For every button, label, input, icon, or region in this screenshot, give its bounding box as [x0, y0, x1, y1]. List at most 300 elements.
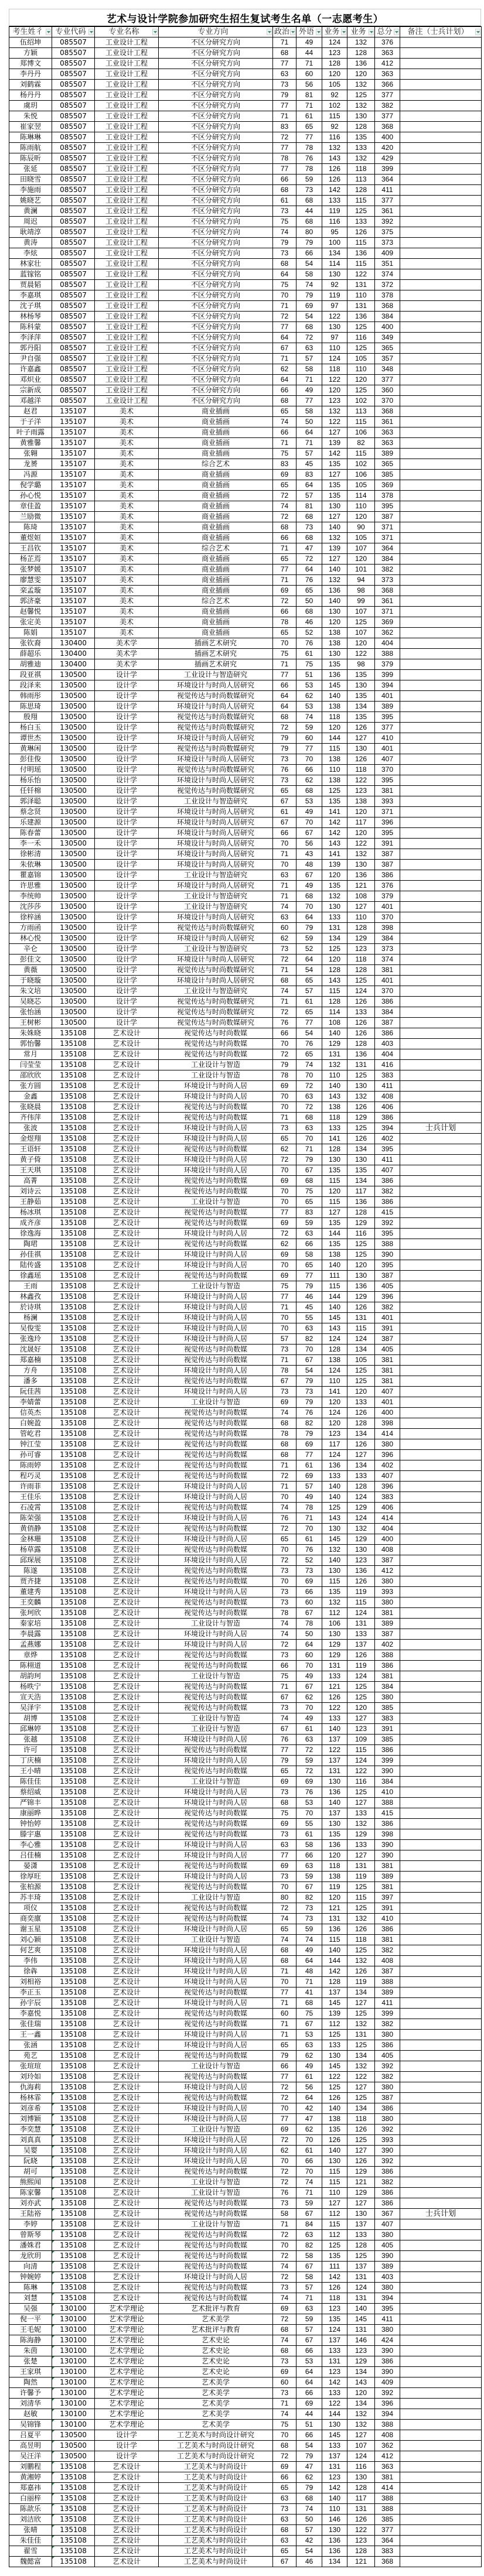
- cell-code[interactable]: 130500: [52, 986, 95, 997]
- cell-name[interactable]: 杨丹丹: [9, 90, 52, 101]
- cell-foreign[interactable]: 71: [296, 2293, 322, 2304]
- cell-foreign[interactable]: 61: [296, 111, 322, 122]
- cell-course1[interactable]: 120: [322, 617, 347, 628]
- cell-total[interactable]: 420: [375, 143, 400, 153]
- cell-direction[interactable]: 商业插画: [159, 427, 273, 438]
- cell-course1[interactable]: 133: [322, 1671, 347, 1682]
- cell-total[interactable]: 386: [375, 1924, 400, 1935]
- cell-foreign[interactable]: 58: [296, 1250, 322, 1260]
- cell-course2[interactable]: 115: [347, 1597, 375, 1608]
- cell-total[interactable]: 381: [375, 1882, 400, 1893]
- cell-direction[interactable]: 环境设计与时尚人居: [159, 1260, 273, 1271]
- cell-total[interactable]: 374: [375, 955, 400, 965]
- cell-politics[interactable]: 66: [273, 828, 296, 839]
- cell-foreign[interactable]: 70: [296, 1808, 322, 1819]
- cell-total[interactable]: 381: [375, 786, 400, 796]
- cell-code[interactable]: 130500: [52, 817, 95, 828]
- cell-course1[interactable]: 100: [322, 238, 347, 248]
- cell-major[interactable]: 工业设计工程: [95, 364, 159, 375]
- cell-major[interactable]: 工业设计工程: [95, 227, 159, 238]
- cell-code[interactable]: 135108: [52, 1850, 95, 1861]
- cell-foreign[interactable]: 53: [296, 2030, 322, 2040]
- cell-foreign[interactable]: 59: [296, 933, 322, 944]
- cell-major[interactable]: 设计学: [95, 744, 159, 754]
- cell-major[interactable]: 工业设计工程: [95, 206, 159, 217]
- cell-course2[interactable]: 107: [347, 607, 375, 617]
- cell-direction[interactable]: 不区分研究方向: [159, 301, 273, 312]
- cell-course1[interactable]: 143: [322, 839, 347, 849]
- cell-course1[interactable]: 138: [322, 702, 347, 712]
- cell-direction[interactable]: 艺术批评与教育: [159, 2304, 273, 2314]
- cell-name[interactable]: 陈科蒙: [9, 322, 52, 333]
- cell-foreign[interactable]: 54: [296, 259, 322, 269]
- cell-foreign[interactable]: 53: [296, 2356, 322, 2367]
- cell-course1[interactable]: 136: [322, 2546, 347, 2557]
- cell-direction[interactable]: 不区分研究方向: [159, 111, 273, 122]
- cell-total[interactable]: 400: [375, 322, 400, 333]
- cell-course2[interactable]: 136: [347, 870, 375, 881]
- cell-foreign[interactable]: 46: [296, 2557, 322, 2567]
- cell-total[interactable]: 384: [375, 312, 400, 322]
- cell-foreign[interactable]: 57: [296, 2525, 322, 2536]
- cell-name[interactable]: 常月: [9, 1049, 52, 1060]
- cell-politics[interactable]: 70: [273, 1197, 296, 1207]
- cell-politics[interactable]: 70: [273, 1186, 296, 1197]
- cell-direction[interactable]: 工艺美术与时尚设计研究: [159, 2451, 273, 2462]
- cell-direction[interactable]: 环境设计与时尚人居: [159, 1492, 273, 1503]
- cell-major[interactable]: 艺术设计: [95, 2072, 159, 2082]
- cell-note[interactable]: [400, 2219, 482, 2230]
- cell-note[interactable]: [400, 586, 482, 596]
- cell-total[interactable]: 387: [375, 1629, 400, 1640]
- cell-total[interactable]: 411: [375, 1081, 400, 1092]
- cell-politics[interactable]: 63: [273, 2493, 296, 2504]
- cell-politics[interactable]: 79: [273, 2051, 296, 2061]
- cell-note[interactable]: [400, 1640, 482, 1650]
- cell-foreign[interactable]: 81: [296, 501, 322, 512]
- cell-course2[interactable]: 125: [347, 206, 375, 217]
- cell-foreign[interactable]: 59: [296, 2314, 322, 2325]
- cell-foreign[interactable]: 73: [296, 522, 322, 533]
- cell-code[interactable]: 135108: [52, 2093, 95, 2103]
- cell-major[interactable]: 工业设计工程: [95, 132, 159, 143]
- cell-major[interactable]: 艺术设计: [95, 1661, 159, 1671]
- cell-course2[interactable]: 116: [347, 2462, 375, 2472]
- cell-course2[interactable]: 134: [347, 1176, 375, 1186]
- cell-course1[interactable]: 130: [322, 607, 347, 617]
- cell-direction[interactable]: 视觉传达与时尚数媒: [159, 2198, 273, 2209]
- cell-major[interactable]: 艺术设计: [95, 2493, 159, 2504]
- cell-code[interactable]: 135108: [52, 1777, 95, 1787]
- cell-foreign[interactable]: 63: [296, 2304, 322, 2314]
- cell-course2[interactable]: 126: [347, 1650, 375, 1661]
- cell-note[interactable]: [400, 1144, 482, 1155]
- cell-foreign[interactable]: 73: [296, 1914, 322, 1924]
- cell-major[interactable]: 设计学: [95, 986, 159, 997]
- cell-name[interactable]: 孟燕娜: [9, 1640, 52, 1650]
- cell-course1[interactable]: 136: [322, 1787, 347, 1798]
- cell-course2[interactable]: 128: [347, 2546, 375, 2557]
- cell-note[interactable]: [400, 828, 482, 839]
- cell-politics[interactable]: 71: [273, 849, 296, 860]
- cell-course2[interactable]: 128: [347, 923, 375, 933]
- cell-foreign[interactable]: 64: [296, 1640, 322, 1650]
- cell-code[interactable]: 130500: [52, 733, 95, 744]
- cell-name[interactable]: 苑艺: [9, 2051, 52, 2061]
- cell-name[interactable]: 许嘉鑫: [9, 364, 52, 375]
- cell-politics[interactable]: 71: [273, 354, 296, 364]
- cell-course1[interactable]: 127: [322, 427, 347, 438]
- cell-foreign[interactable]: 70: [296, 2135, 322, 2146]
- cell-course1[interactable]: 118: [322, 1113, 347, 1123]
- cell-name[interactable]: 朱依琳: [9, 860, 52, 870]
- cell-major[interactable]: 美术: [95, 470, 159, 480]
- cell-course1[interactable]: 130: [322, 1629, 347, 1640]
- cell-course2[interactable]: 130: [347, 744, 375, 754]
- cell-major[interactable]: 艺术设计: [95, 1534, 159, 1545]
- cell-total[interactable]: 396: [375, 1292, 400, 1302]
- cell-direction[interactable]: 环境设计与时尚人居: [159, 1587, 273, 1597]
- cell-code[interactable]: 130500: [52, 849, 95, 860]
- cell-total[interactable]: 386: [375, 2040, 400, 2051]
- cell-note[interactable]: [400, 322, 482, 333]
- cell-politics[interactable]: 74: [273, 2293, 296, 2304]
- cell-name[interactable]: 刘博颖: [9, 2114, 52, 2125]
- cell-note[interactable]: [400, 175, 482, 185]
- cell-code[interactable]: 135108: [52, 1081, 95, 1092]
- cell-course1[interactable]: 145: [322, 680, 347, 691]
- cell-code[interactable]: 135108: [52, 1882, 95, 1893]
- cell-direction[interactable]: 商业插画: [159, 491, 273, 501]
- cell-note[interactable]: [400, 2030, 482, 2040]
- cell-code[interactable]: 135108: [52, 1503, 95, 1513]
- cell-course2[interactable]: 129: [347, 1292, 375, 1302]
- cell-total[interactable]: 390: [375, 2251, 400, 2262]
- cell-course1[interactable]: 142: [322, 185, 347, 196]
- cell-total[interactable]: 378: [375, 290, 400, 301]
- cell-course1[interactable]: 143: [322, 153, 347, 164]
- cell-major[interactable]: 工业设计工程: [95, 80, 159, 90]
- cell-note[interactable]: [400, 2409, 482, 2420]
- cell-total[interactable]: 398: [375, 1418, 400, 1429]
- cell-course1[interactable]: 115: [322, 2177, 347, 2188]
- cell-total[interactable]: 412: [375, 59, 400, 69]
- cell-major[interactable]: 艺术设计: [95, 1513, 159, 1524]
- cell-code[interactable]: 085507: [52, 101, 95, 111]
- cell-name[interactable]: 陈遂: [9, 1566, 52, 1576]
- cell-major[interactable]: 设计学: [95, 902, 159, 912]
- cell-course1[interactable]: 145: [322, 1998, 347, 2009]
- cell-total[interactable]: 388: [375, 2504, 400, 2515]
- filter-dropdown-icon[interactable]: [152, 29, 158, 35]
- cell-direction[interactable]: 环境设计与时尚人居: [159, 1513, 273, 1524]
- cell-direction[interactable]: 不区分研究方向: [159, 196, 273, 206]
- cell-total[interactable]: 392: [375, 2061, 400, 2072]
- cell-foreign[interactable]: 79: [296, 1376, 322, 1387]
- cell-major[interactable]: 艺术设计: [95, 1777, 159, 1787]
- cell-course1[interactable]: 142: [322, 449, 347, 459]
- cell-foreign[interactable]: 74: [296, 280, 322, 290]
- cell-total[interactable]: 382: [375, 2019, 400, 2030]
- cell-note[interactable]: [400, 754, 482, 765]
- cell-major[interactable]: 设计学: [95, 712, 159, 723]
- cell-politics[interactable]: 68: [273, 712, 296, 723]
- cell-name[interactable]: 杨芷焉: [9, 554, 52, 565]
- cell-major[interactable]: 艺术设计: [95, 2209, 159, 2219]
- cell-course1[interactable]: 142: [322, 2483, 347, 2493]
- cell-politics[interactable]: 79: [273, 744, 296, 754]
- cell-direction[interactable]: 不区分研究方向: [159, 175, 273, 185]
- cell-note[interactable]: [400, 69, 482, 80]
- cell-course2[interactable]: 130: [347, 111, 375, 122]
- cell-major[interactable]: 设计学: [95, 849, 159, 860]
- cell-note[interactable]: [400, 1808, 482, 1819]
- cell-foreign[interactable]: 55: [296, 1313, 322, 1323]
- cell-name[interactable]: 龙赟: [9, 459, 52, 470]
- cell-code[interactable]: 130500: [52, 944, 95, 955]
- cell-politics[interactable]: 76: [273, 1018, 296, 1028]
- cell-direction[interactable]: 视觉传达与时尚数媒: [159, 1882, 273, 1893]
- cell-foreign[interactable]: 63: [296, 1092, 322, 1102]
- cell-politics[interactable]: 74: [273, 1503, 296, 1513]
- cell-foreign[interactable]: 79: [296, 923, 322, 933]
- cell-politics[interactable]: 68: [273, 48, 296, 59]
- cell-note[interactable]: [400, 522, 482, 533]
- cell-politics[interactable]: 72: [273, 2251, 296, 2262]
- cell-course1[interactable]: 145: [322, 1313, 347, 1323]
- cell-foreign[interactable]: 68: [296, 217, 322, 227]
- cell-foreign[interactable]: 80: [296, 227, 322, 238]
- cell-major[interactable]: 艺术设计: [95, 1524, 159, 1534]
- cell-major[interactable]: 设计学: [95, 817, 159, 828]
- cell-note[interactable]: [400, 427, 482, 438]
- cell-code[interactable]: 135108: [52, 1829, 95, 1840]
- cell-name[interactable]: 秦家培: [9, 1619, 52, 1629]
- cell-major[interactable]: 工业设计工程: [95, 290, 159, 301]
- cell-total[interactable]: 415: [375, 1808, 400, 1819]
- cell-code[interactable]: 135108: [52, 1587, 95, 1597]
- cell-code[interactable]: 135108: [52, 2072, 95, 2082]
- cell-name[interactable]: 杨林霏: [9, 2093, 52, 2103]
- cell-direction[interactable]: 环境设计与时尚人居: [159, 1998, 273, 2009]
- cell-foreign[interactable]: 68: [296, 512, 322, 522]
- cell-note[interactable]: [400, 248, 482, 259]
- cell-name[interactable]: 胡韵珂: [9, 1671, 52, 1682]
- cell-course1[interactable]: 138: [322, 754, 347, 765]
- cell-major[interactable]: 艺术设计: [95, 1503, 159, 1513]
- cell-major[interactable]: 设计学: [95, 955, 159, 965]
- cell-foreign[interactable]: 60: [296, 733, 322, 744]
- cell-note[interactable]: [400, 2314, 482, 2325]
- cell-total[interactable]: 371: [375, 522, 400, 533]
- cell-politics[interactable]: 71: [273, 1966, 296, 1977]
- cell-code[interactable]: 135108: [52, 1534, 95, 1545]
- cell-course2[interactable]: 135: [347, 132, 375, 143]
- cell-course2[interactable]: 125: [347, 1070, 375, 1081]
- cell-code[interactable]: 135108: [52, 2125, 95, 2135]
- cell-total[interactable]: 368: [375, 2557, 400, 2567]
- cell-name[interactable]: 林心悦: [9, 933, 52, 944]
- cell-total[interactable]: 408: [375, 1545, 400, 1555]
- cell-direction[interactable]: 不区分研究方向: [159, 217, 273, 227]
- cell-code[interactable]: 135108: [52, 2557, 95, 2567]
- cell-foreign[interactable]: 53: [296, 702, 322, 712]
- cell-note[interactable]: [400, 2198, 482, 2209]
- cell-name[interactable]: 王奕麟: [9, 1597, 52, 1608]
- cell-course2[interactable]: 126: [347, 2156, 375, 2167]
- cell-course1[interactable]: 124: [322, 1408, 347, 1418]
- cell-note[interactable]: [400, 2061, 482, 2072]
- cell-politics[interactable]: 68: [273, 1798, 296, 1808]
- cell-note[interactable]: [400, 1882, 482, 1893]
- cell-total[interactable]: 395: [375, 1144, 400, 1155]
- cell-course1[interactable]: 129: [322, 1640, 347, 1650]
- cell-direction[interactable]: 环境设计与时尚人居: [159, 1735, 273, 1745]
- cell-foreign[interactable]: 76: [296, 575, 322, 586]
- cell-code[interactable]: 085507: [52, 196, 95, 206]
- cell-direction[interactable]: 工业设计与智造: [159, 1197, 273, 1207]
- cell-direction[interactable]: 视觉传达与时尚数媒: [159, 1903, 273, 1914]
- cell-politics[interactable]: 77: [273, 1987, 296, 1998]
- cell-course2[interactable]: 129: [347, 1503, 375, 1513]
- cell-total[interactable]: 361: [375, 417, 400, 427]
- cell-note[interactable]: [400, 480, 482, 491]
- cell-course1[interactable]: 123: [322, 2472, 347, 2483]
- cell-total[interactable]: 386: [375, 1028, 400, 1039]
- cell-major[interactable]: 艺术设计: [95, 1102, 159, 1113]
- cell-note[interactable]: [400, 227, 482, 238]
- cell-note[interactable]: [400, 997, 482, 1007]
- cell-major[interactable]: 艺术设计: [95, 2103, 159, 2114]
- cell-foreign[interactable]: 77: [296, 132, 322, 143]
- cell-name[interactable]: 赵敏: [9, 2409, 52, 2420]
- cell-code[interactable]: 130100: [52, 2377, 95, 2388]
- cell-major[interactable]: 工业设计工程: [95, 196, 159, 206]
- cell-total[interactable]: 404: [375, 1049, 400, 1060]
- cell-name[interactable]: 张涵: [9, 2040, 52, 2051]
- cell-politics[interactable]: 68: [273, 2525, 296, 2536]
- cell-total[interactable]: 409: [375, 248, 400, 259]
- cell-direction[interactable]: 不区分研究方向: [159, 396, 273, 406]
- cell-foreign[interactable]: 70: [296, 1345, 322, 1355]
- cell-note[interactable]: [400, 870, 482, 881]
- cell-direction[interactable]: 环境设计与时尚人居: [159, 1640, 273, 1650]
- cell-total[interactable]: 399: [375, 1756, 400, 1766]
- cell-politics[interactable]: 72: [273, 1903, 296, 1914]
- cell-name[interactable]: 林杨琴: [9, 312, 52, 322]
- cell-course2[interactable]: 136: [347, 1566, 375, 1576]
- cell-name[interactable]: 李心雅: [9, 1840, 52, 1850]
- cell-major[interactable]: 美术: [95, 628, 159, 638]
- cell-code[interactable]: 135108: [52, 2114, 95, 2125]
- cell-name[interactable]: 徐彬清: [9, 849, 52, 860]
- cell-code[interactable]: 135108: [52, 2272, 95, 2283]
- cell-code[interactable]: 135108: [52, 1165, 95, 1176]
- cell-politics[interactable]: 70: [273, 1260, 296, 1271]
- cell-code[interactable]: 135108: [52, 1155, 95, 1165]
- cell-major[interactable]: 工业设计工程: [95, 343, 159, 354]
- cell-foreign[interactable]: 74: [296, 712, 322, 723]
- cell-total[interactable]: 386: [375, 1113, 400, 1123]
- cell-note[interactable]: [400, 543, 482, 554]
- cell-total[interactable]: 376: [375, 37, 400, 48]
- cell-politics[interactable]: 66: [273, 2472, 296, 2483]
- cell-foreign[interactable]: 69: [296, 1471, 322, 1482]
- cell-note[interactable]: [400, 354, 482, 364]
- cell-name[interactable]: 郭丹阳: [9, 343, 52, 354]
- cell-foreign[interactable]: 47: [296, 2462, 322, 2472]
- cell-politics[interactable]: 72: [273, 2451, 296, 2462]
- cell-course2[interactable]: 136: [347, 59, 375, 69]
- cell-politics[interactable]: 75: [273, 1808, 296, 1819]
- cell-major[interactable]: 工业设计工程: [95, 175, 159, 185]
- cell-course2[interactable]: 119: [347, 1872, 375, 1882]
- cell-total[interactable]: 380: [375, 2283, 400, 2293]
- cell-name[interactable]: 彭佳文: [9, 955, 52, 965]
- cell-note[interactable]: [400, 1165, 482, 1176]
- cell-major[interactable]: 艺术设计: [95, 1123, 159, 1134]
- cell-code[interactable]: 135108: [52, 1893, 95, 1903]
- cell-direction[interactable]: 视觉传达与时尚数媒: [159, 1113, 273, 1123]
- cell-course2[interactable]: 143: [347, 2377, 375, 2388]
- cell-foreign[interactable]: 66: [296, 1850, 322, 1861]
- cell-code[interactable]: 135108: [52, 2167, 95, 2177]
- cell-foreign[interactable]: 54: [296, 2441, 322, 2451]
- cell-course1[interactable]: 132: [322, 1597, 347, 1608]
- cell-direction[interactable]: 环境设计与时尚人居: [159, 1165, 273, 1176]
- cell-note[interactable]: [400, 2536, 482, 2546]
- cell-foreign[interactable]: 49: [296, 385, 322, 396]
- cell-name[interactable]: 邵欣欣: [9, 1070, 52, 1081]
- cell-course1[interactable]: 97: [322, 301, 347, 312]
- cell-politics[interactable]: 67: [273, 1724, 296, 1735]
- cell-course2[interactable]: 124: [347, 2451, 375, 2462]
- cell-politics[interactable]: 79: [273, 733, 296, 744]
- cell-name[interactable]: 宣天浩: [9, 1692, 52, 1703]
- cell-course2[interactable]: 130: [347, 2209, 375, 2219]
- cell-course2[interactable]: 107: [347, 2441, 375, 2451]
- cell-major[interactable]: 艺术设计: [95, 2177, 159, 2188]
- cell-direction[interactable]: 环境设计与时尚人居研究: [159, 828, 273, 839]
- cell-course2[interactable]: 126: [347, 997, 375, 1007]
- cell-course1[interactable]: 144: [322, 1229, 347, 1239]
- cell-foreign[interactable]: 66: [296, 2346, 322, 2356]
- cell-total[interactable]: 396: [375, 1450, 400, 1460]
- cell-total[interactable]: 380: [375, 1692, 400, 1703]
- cell-code[interactable]: 135108: [52, 1903, 95, 1914]
- cell-course1[interactable]: 140: [322, 1028, 347, 1039]
- cell-major[interactable]: 艺术设计: [95, 2125, 159, 2135]
- cell-name[interactable]: 邱琳婷: [9, 1724, 52, 1735]
- cell-course1[interactable]: 112: [322, 2230, 347, 2240]
- cell-course2[interactable]: 127: [347, 1450, 375, 1460]
- cell-major[interactable]: 设计学: [95, 670, 159, 680]
- cell-name[interactable]: 沈莎莎: [9, 902, 52, 912]
- cell-politics[interactable]: 74: [273, 1914, 296, 1924]
- cell-course2[interactable]: 120: [347, 1260, 375, 1271]
- cell-foreign[interactable]: 50: [296, 1629, 322, 1640]
- cell-foreign[interactable]: 49: [296, 807, 322, 817]
- cell-note[interactable]: [400, 1186, 482, 1197]
- cell-foreign[interactable]: 82: [296, 1334, 322, 1345]
- cell-foreign[interactable]: 65: [296, 1007, 322, 1018]
- cell-total[interactable]: 399: [375, 670, 400, 680]
- cell-note[interactable]: [400, 2451, 482, 2462]
- cell-total[interactable]: 398: [375, 1829, 400, 1840]
- cell-name[interactable]: 朱茵: [9, 2346, 52, 2356]
- cell-name[interactable]: 吴汪洋: [9, 2451, 52, 2462]
- cell-code[interactable]: 130100: [52, 2325, 95, 2335]
